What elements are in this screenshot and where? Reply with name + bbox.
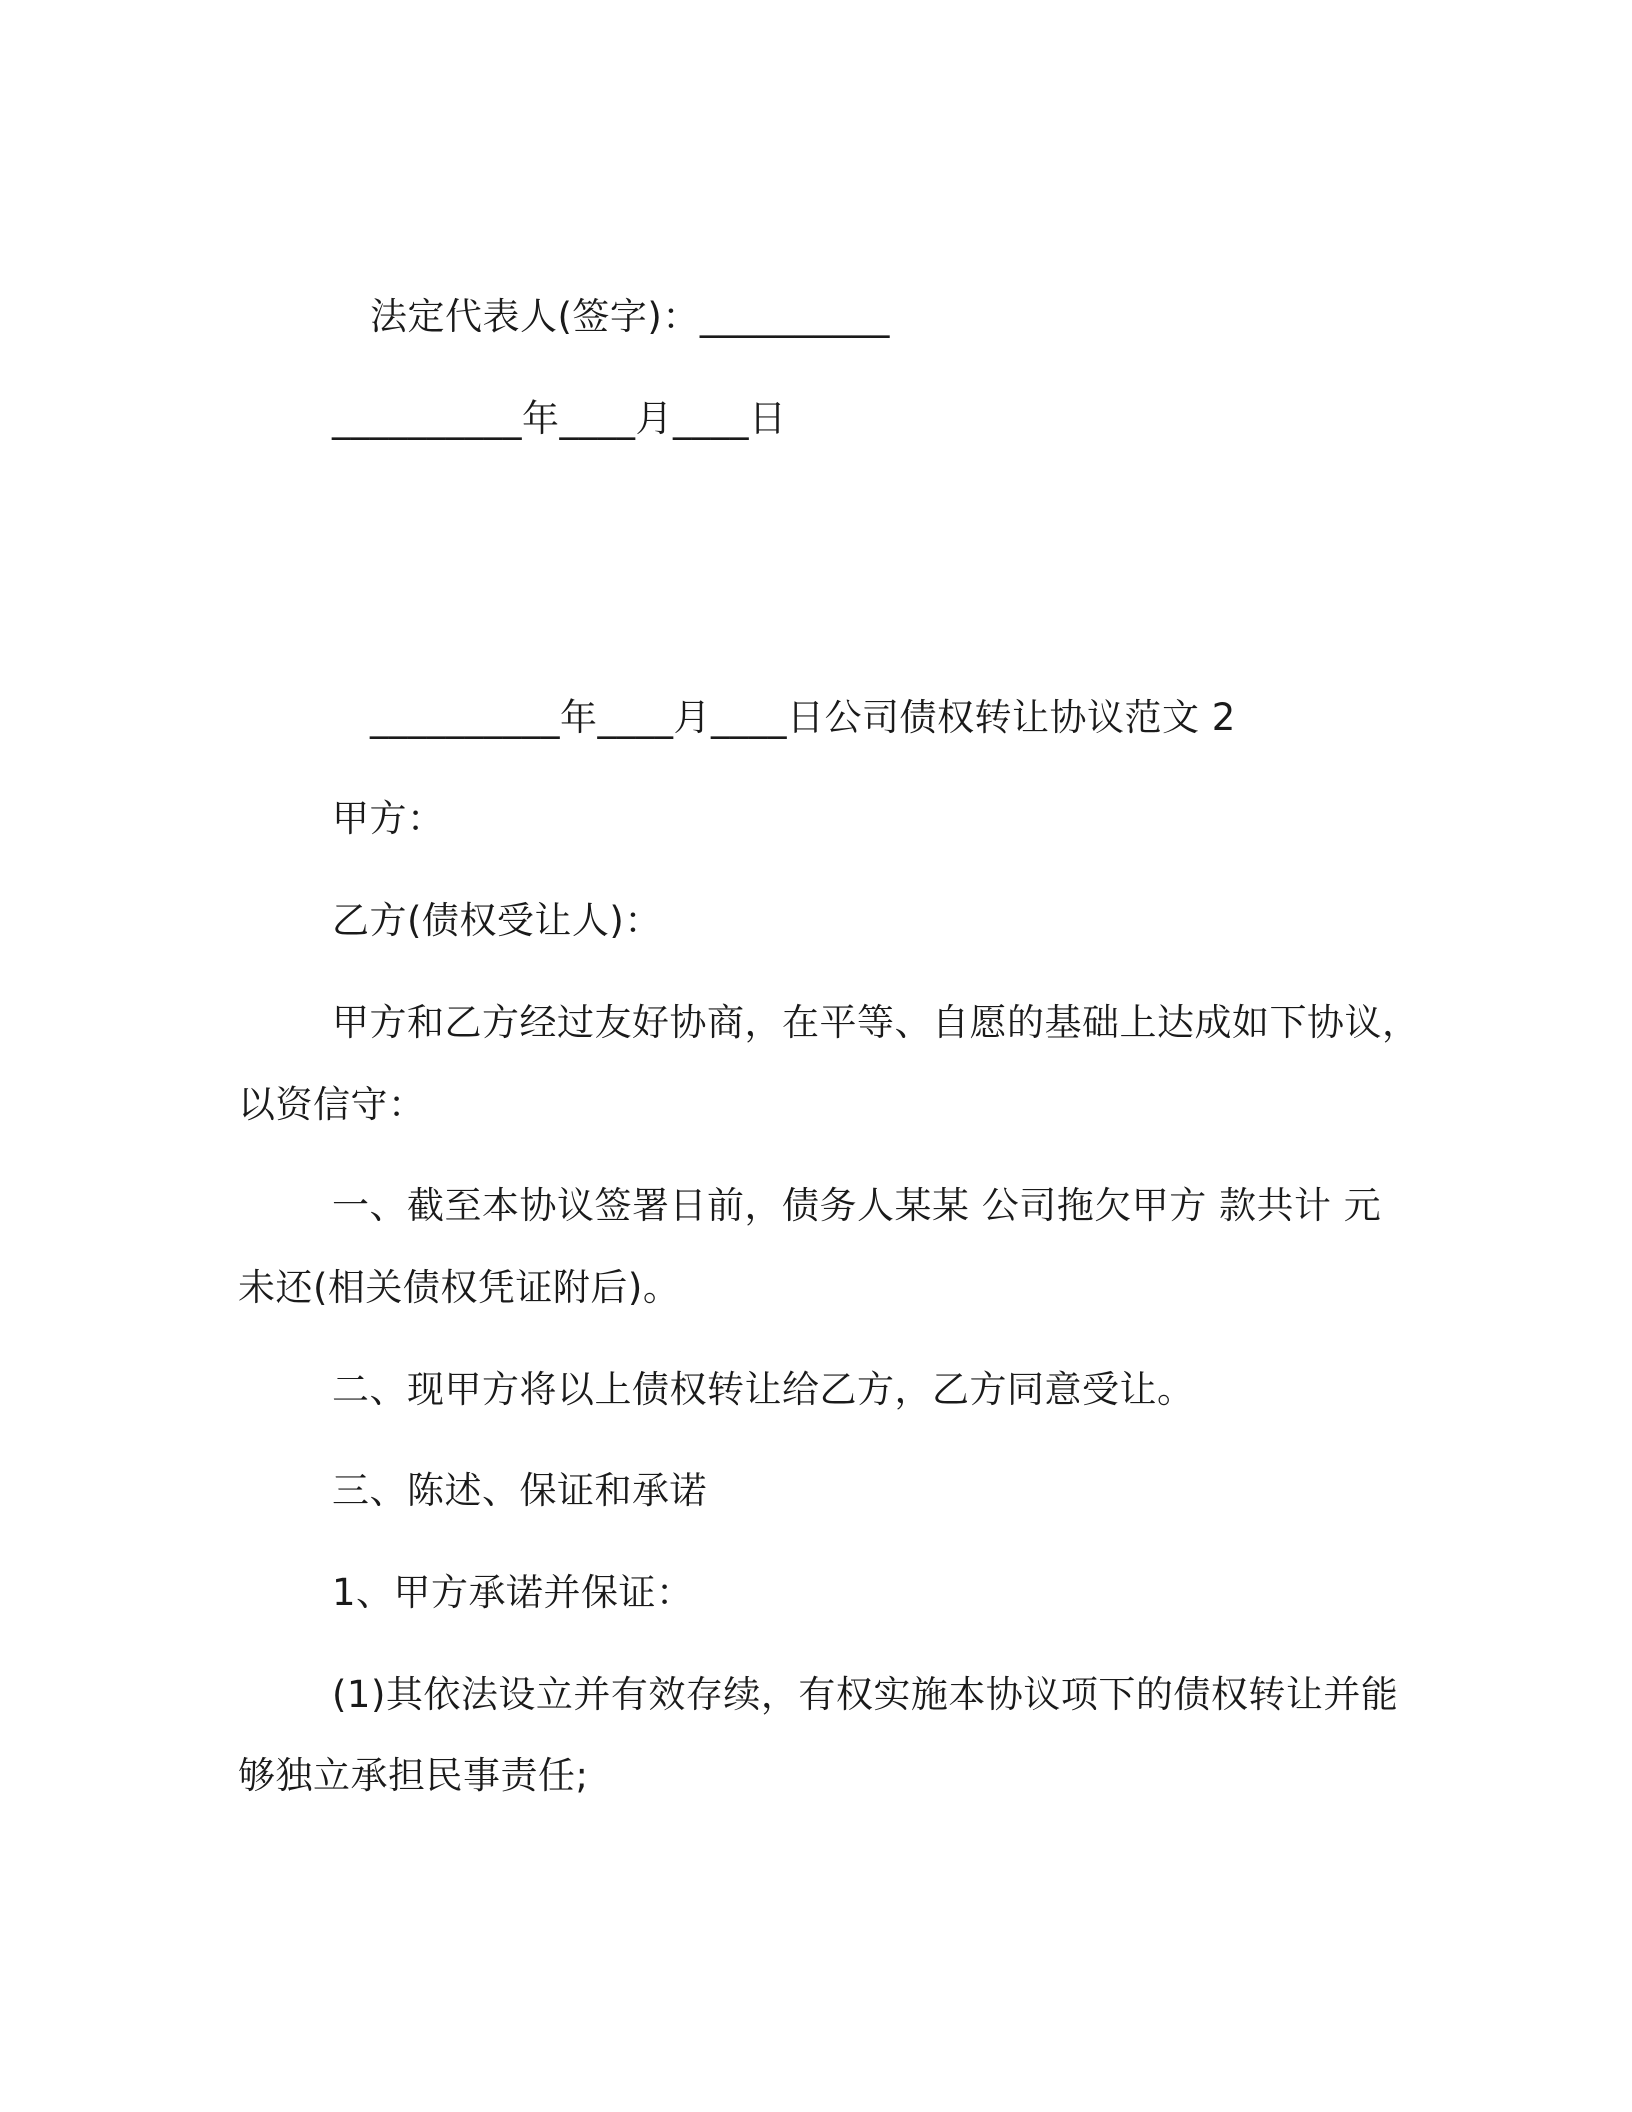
signature-line: 法定代表人(签字)：__________ xyxy=(370,295,890,338)
intro-line-1: 甲方和乙方经过友好协商，在平等、自愿的基础上达成如下协议， xyxy=(332,1001,1420,1044)
clause-1-line-1: 一、截至本协议签署日前，债务人某某 公司拖欠甲方 款共计 元 xyxy=(332,1184,1382,1227)
section-title: __________年____月____日公司债权转让协议范文 2 xyxy=(370,696,1236,739)
party-b-label: 乙方(债权受让人)： xyxy=(332,899,662,942)
clause-3-1: 1、甲方承诺并保证： xyxy=(332,1571,694,1614)
clause-3-1-a-line-1: (1)其依法设立并有效存续，有权实施本协议项下的债权转让并能 xyxy=(332,1673,1399,1716)
clause-3-heading: 三、陈述、保证和承诺 xyxy=(332,1469,707,1512)
clause-2: 二、现甲方将以上债权转让给乙方，乙方同意受让。 xyxy=(332,1368,1195,1411)
clause-1-line-2: 未还(相关债权凭证附后)。 xyxy=(238,1266,681,1309)
clause-3-1-a-line-2: 够独立承担民事责任; xyxy=(238,1754,589,1797)
date-line: __________年____月____日 xyxy=(332,397,787,440)
intro-line-2: 以资信守： xyxy=(238,1083,426,1126)
party-a-label: 甲方： xyxy=(332,797,445,840)
